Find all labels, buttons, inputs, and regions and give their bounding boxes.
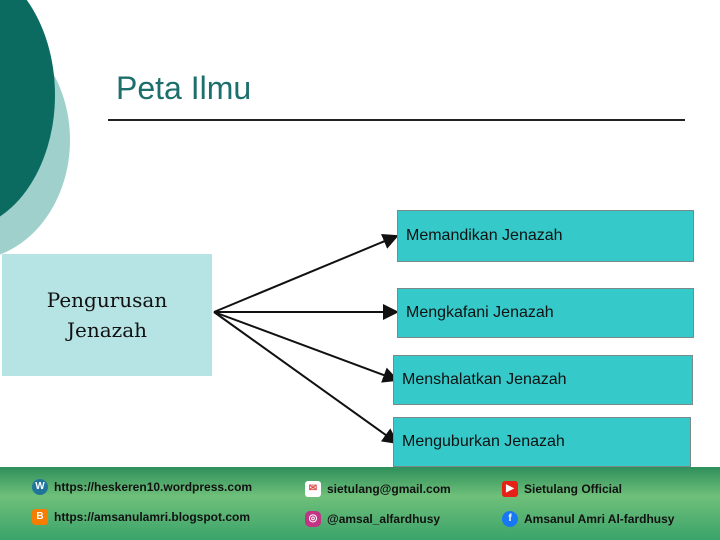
node-mengkafani [397,288,694,338]
footer-facebook[interactable]: f Amsanul Amri Al-fardhusy [502,511,674,527]
arrow-to-menguburkan [214,312,397,443]
node-menguburkan [393,417,691,467]
slide-title: Peta Ilmu [116,70,252,106]
footer-instagram[interactable]: ◎ @amsal_alfardhusy [305,511,440,527]
footer-youtube[interactable]: ▶ Sietulang Official [502,481,622,497]
instagram-icon: ◎ [305,511,321,527]
node-label: Menguburkan Jenazah [402,433,565,450]
node-memandikan [397,210,694,262]
facebook-icon: f [502,511,518,527]
youtube-icon: ▶ [502,481,518,497]
blogger-icon: B [32,509,48,525]
arrow-to-memandikan [214,236,397,312]
root-node-label: Pengurusan Jenazah [46,288,168,342]
node-label: Memandikan Jenazah [406,227,563,244]
wordpress-icon: W [32,479,48,495]
node-label: Mengkafani Jenazah [406,304,554,321]
node-label: Menshalatkan Jenazah [402,371,567,388]
footer-banner [0,467,720,540]
email-icon: ✉ [305,481,321,497]
arrow-to-menshalatkan [214,312,397,380]
footer-wordpress[interactable]: W https://heskeren10.wordpress.com [32,479,252,495]
node-menshalatkan [393,355,693,405]
footer-blogspot[interactable]: B https://amsanulamri.blogspot.com [32,509,250,525]
footer-email[interactable]: ✉ sietulang@gmail.com [305,481,451,497]
